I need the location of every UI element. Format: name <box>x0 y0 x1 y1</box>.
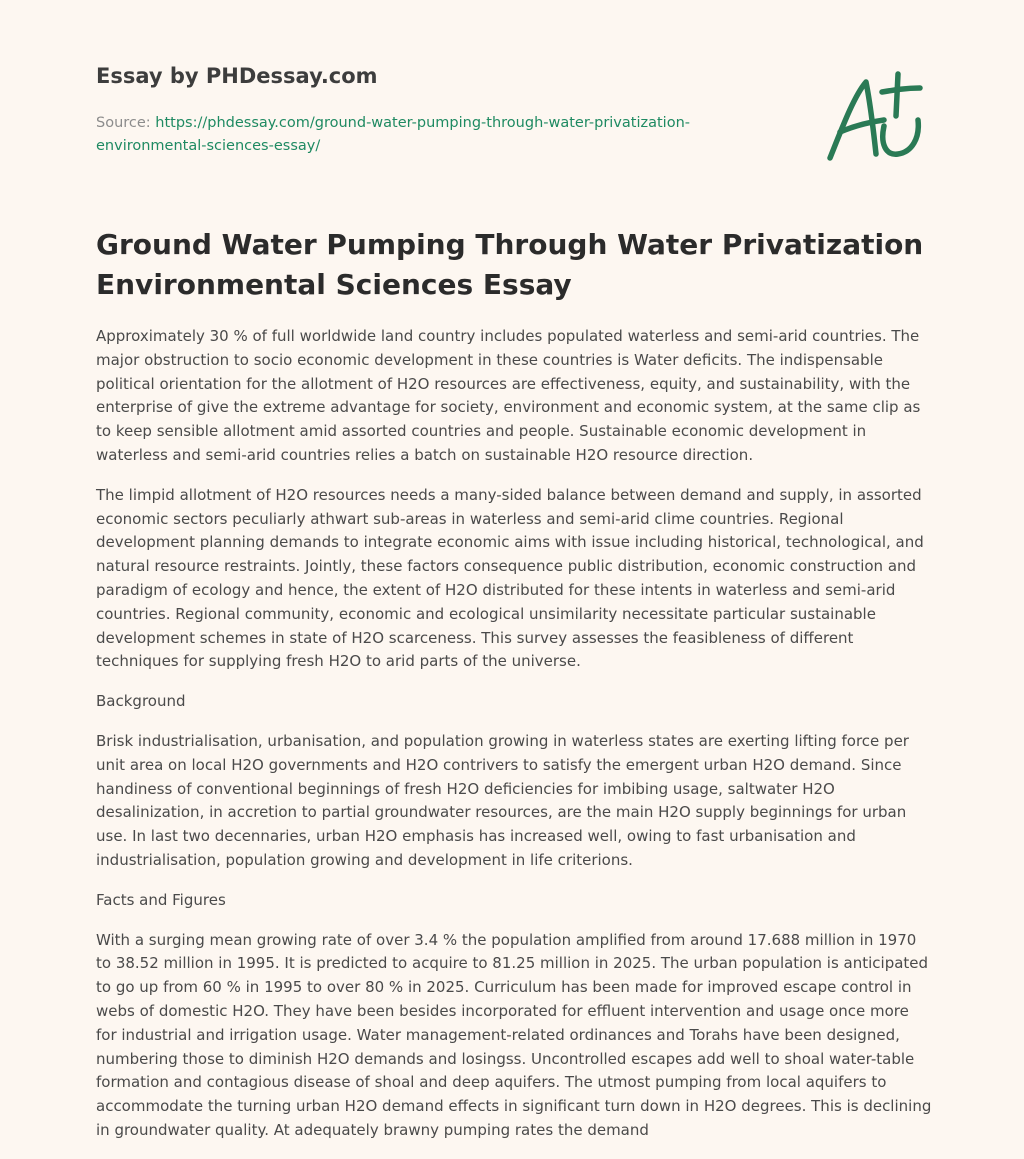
paragraph-allotment: The limpid allotment of H2O resources needs a many-sided balance between demand and supply, in assorted economic sectors peculiarly athwart sub-areas in waterless and semi-arid clime countries. Regional development planning demands to integrate economic aims with issue including historical, technological, and natural resource restraints. Jointly, these factors consequence public distribution, economic construction and paradigm of ecology and hence, the extent of H2O distributed for these intents in waterless and semi-arid countries. Regional community, economic and ecological unsimilarity necessitate particular sustainable development schemes in state of H2O scarceness. This survey assesses the feasibleness of different techniques for supplying fresh H2O to arid parts of the universe. <box>96 485 924 671</box>
source-link[interactable]: https://phdessay.com/ground-water-pumping-through-water-privatization-environmental-sciences-essay/ <box>96 115 690 154</box>
source-line <box>96 112 736 158</box>
section-heading-background: Background <box>96 692 186 711</box>
section-heading-facts: Facts and Figures <box>96 890 226 909</box>
a-plus-grade-icon <box>820 66 930 166</box>
paragraph-intro: Approximately 30 % of full worldwide land country includes populated waterless and semi-arid countries. The major obstruction to socio economic development in these countries is Water deficits. The indispensable political orientation for the allotment of H2O resources are effectiveness, equity, and sustainability, with the enterprise of give the extreme advantage for society, environment and economic system, at the same clip as to keep sensible allotment amid assorted countries and people. Sustainable economic development in waterless and semi-arid countries relies a batch on sustainable H2O resource direction. <box>96 327 921 464</box>
essay-body <box>96 325 934 1159</box>
essay-title: Ground Water Pumping Through Water Privatization Environmental Sciences Essay <box>96 228 924 301</box>
paragraph-facts: With a surging mean growing rate of over 3.4 % the population amplified from around 17.688 million in 1970 to 38.52 million in 1995. It is predicted to acquire to 81.25 million in 2025. The urban population is anticipated to go up from 60 % in 1995 to over 80 % in 2025. Curriculum has been made for improved escape control in webs of domestic H2O. They have been besides incorporated for effluent intervention and usage once more for industrial and irrigation usage. Water management-related ordinances and Torahs have been designed, numbering those to diminish H2O demands and losingss. Uncontrolled escapes add well to shoal water-table formation and contagious disease of shoal and deep aquifers. The utmost pumping from local aquifers to accommodate the turning urban H2O demand effects in significant turn down in H2O degrees. This is declining in groundwater quality. At adequately brawny pumping rates the demand <box>96 930 932 1139</box>
paragraph-background: Brisk industrialisation, urbanisation, and population growing in waterless states are exerting lifting force per unit area on local H2O governments and H2O contrivers to satisfy the emergent urban H2O demand. Since handiness of conventional beginnings of fresh H2O deficiencies for imbibing usage, saltwater H2O desalinization, in accretion to partial groundwater resources, are the main H2O supply beginnings for urban use. In last two decennaries, urban H2O emphasis has increased well, owing to fast urbanisation and industrialisation, population growing and development in life criterions. <box>96 731 909 869</box>
source-label: Source: <box>96 115 156 131</box>
site-brand: Essay by PHDessay.com <box>96 64 378 88</box>
